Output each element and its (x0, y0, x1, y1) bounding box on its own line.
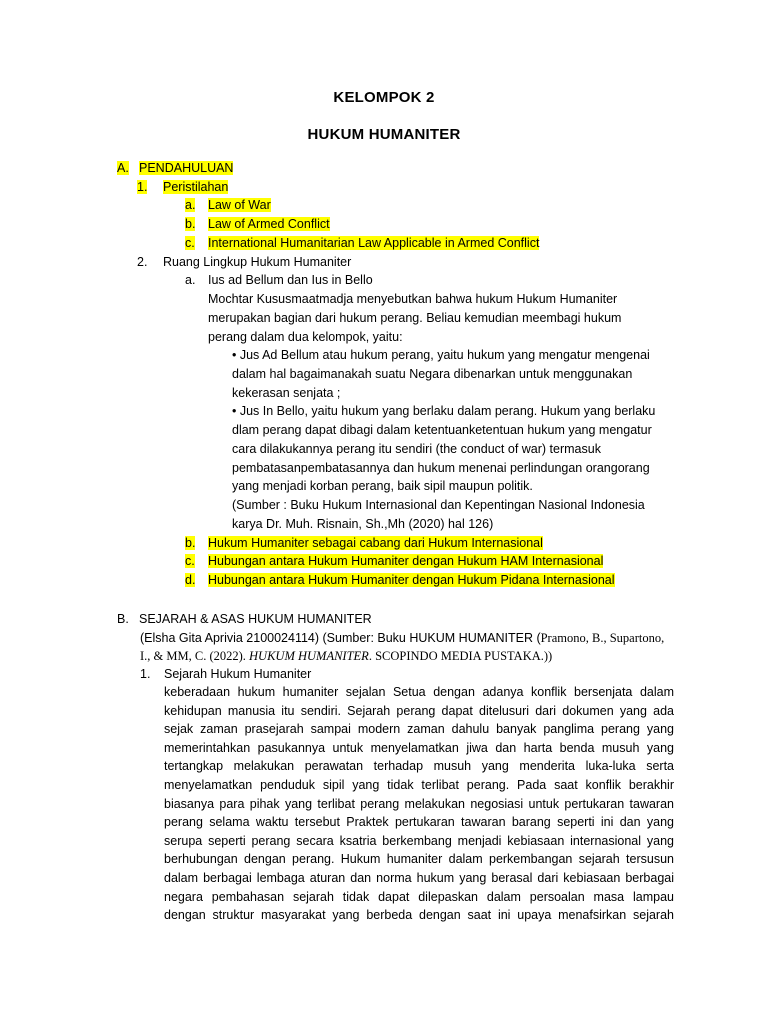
citation-line-2: I., & MM, C. (2022). HUKUM HUMANITER. SCOPINDO MEDIA PUSTAKA.)) (140, 649, 553, 663)
section-a-heading: PENDAHULUAN (139, 161, 234, 175)
bullet-line: dlam perang dapat dibagi dalam ketentuanketentuan hukum yang mengatur (232, 423, 652, 437)
term-law-of-armed-conflict: Law of Armed Conflict (208, 217, 330, 231)
term-law-of-war: Law of War (208, 198, 271, 212)
bullet-line: cara dilakukannya perang itu sendiri (the conduct of war) termasuk (232, 442, 601, 456)
paragraph-line: serupa seperti perang secara ksatria berkembang menjadi kebiasaan internasional yang (164, 833, 674, 848)
sub-d-letter: d. (185, 573, 196, 587)
paragraph-line: keberadaan hukum humaniter sejalan Setua dengan adanya konflik bersenjata dalam (164, 685, 674, 699)
paragraph-line: dalam berbagai lembaga aturan dan norma hukum yang berasal dari kebiasaan berbagai (164, 870, 674, 885)
b-item-1-label: Sejarah Hukum Humaniter (164, 667, 312, 681)
body-line: perang dalam dua kelompok, yaitu: (208, 330, 403, 344)
body-line: Mochtar Kususmaatmadja menyebutkan bahwa hukum Hukum Humaniter (208, 292, 618, 306)
item-2-label: Ruang Lingkup Hukum Humaniter (163, 255, 352, 269)
item-1-label: Peristilahan (163, 180, 229, 194)
source-line: karya Dr. Muh. Risnain, Sh.,Mh (2020) hal 126) (232, 517, 494, 531)
paragraph-line: perang selama waktu tersebut Praktek pertukaran tawaran barang seperti ini dan yang (164, 815, 674, 830)
section-b-letter: B. (117, 612, 129, 626)
bullet-line: kekerasan senjata ; (232, 386, 341, 400)
sub-a-letter: a. (185, 273, 196, 287)
paragraph-line: sejak zaman prasejarah sampai modern zaman dahulu banyak panglima perang yang (164, 722, 674, 737)
sub-c-letter: c. (185, 554, 195, 568)
bullet-line: dalam hal bagaimanakah suatu Negara dibenarkan untuk menggunakan (232, 367, 633, 381)
bullet-line: pembatasanpembatasannya dan hukum menenai perlindungan orangorang (232, 461, 650, 475)
paragraph-line: tertangkap melakukan perawatan terhadap musuh yang menderita luka-luka serta (164, 759, 674, 774)
paragraph-line: memerintahkan pasukannya untuk menyelamatkan jiwa dan harta benda musuh yang (164, 740, 674, 755)
term-ihl: International Humanitarian Law Applicable in Armed Conflict (208, 236, 540, 250)
paragraph-line: menyelamatkan penduduk sipil yang tidak terlibat perang. Pada saat konflik berakhir (164, 777, 674, 792)
bullet-line: • Jus Ad Bellum atau hukum perang, yaitu hukum yang mengatur mengenai (232, 348, 650, 362)
item-2-number: 2. (137, 255, 148, 269)
document-group-title: KELOMPOK 2 (333, 89, 435, 106)
sub-c-text: Hubungan antara Hukum Humaniter dengan Hukum HAM Internasional (208, 554, 604, 568)
body-line: merupakan bagian dari hukum perang. Beliau kemudian meembagi hukum (208, 311, 622, 325)
term-a-letter: a. (185, 198, 196, 212)
sub-a-label: Ius ad Bellum dan Ius in Bello (208, 273, 373, 287)
sub-d-text: Hubungan antara Hukum Humaniter dengan Hukum Pidana Internasional (208, 573, 615, 587)
item-1-number: 1. (137, 180, 148, 194)
section-a-letter: A. (117, 161, 129, 175)
term-c-letter: c. (185, 236, 195, 250)
term-b-letter: b. (185, 217, 196, 231)
source-line: (Sumber : Buku Hukum Internasional dan Kepentingan Nasional Indonesia (232, 498, 645, 512)
bullet-line: yang menjadi korban perang, baik sipil maupun politik. (232, 479, 533, 493)
paragraph-line: dengan struktur masyarakat yang berbeda dengan saat ini upaya menafsirkan sejarah (164, 908, 674, 923)
paragraph-line: kehidupan manusia itu sendiri. Sejarah perang dapat ditelusuri dari dokumen yang ada (164, 703, 674, 718)
bullet-line: • Jus In Bello, yaitu hukum yang berlaku dalam perang. Hukum yang berlaku (232, 404, 656, 418)
paragraph-line: negara pembahasan sejarah tidak dapat dilepaskan dalam persoalan masa lampau (164, 889, 674, 904)
paragraph-line: berhubungan dengan perang. Hukum humaniter dalam perkembangan sejarah tersusun (164, 852, 674, 867)
b-item-1-number: 1. (140, 667, 151, 681)
sub-b-text: Hukum Humaniter sebagai cabang dari Hukum Internasional (208, 536, 543, 550)
history-paragraph (164, 683, 674, 925)
paragraph-line: biasanya para pihak yang terlibat perang melakukan negosiasi untuk pertukaran tawaran (164, 796, 674, 811)
sub-b-letter: b. (185, 536, 196, 550)
section-b-heading: SEJARAH & ASAS HUKUM HUMANITER (139, 612, 372, 626)
citation-line-1: (Elsha Gita Aprivia 2100024114) (Sumber: Buku HUKUM HUMANITER (Pramono, B., Supartono, (140, 631, 665, 645)
document-title: HUKUM HUMANITER (307, 126, 461, 143)
